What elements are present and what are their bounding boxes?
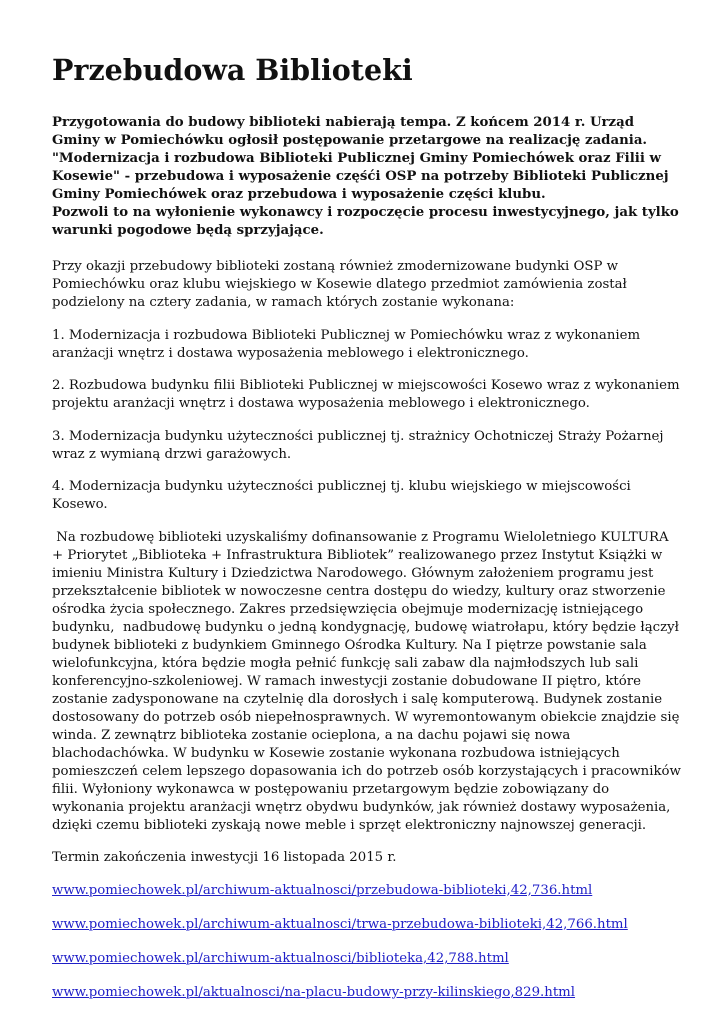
task-item: 2. Rozbudowa budynku filii Biblioteki Publicznej w miejscowości Kosewo wraz z wykonaniem projektu aranżacji wnętrz i dostawa wyposażenia meblowego i elektronicznego.	[52, 378, 680, 411]
article-link[interactable]: www.pomiechowek.pl/archiwum-aktualnosci/biblioteka,42,788.html	[52, 950, 509, 966]
task-item: 4. Modernizacja budynku użyteczności publicznej tj. klubu wiejskiego w miejscowości Kosewo.	[52, 479, 631, 512]
intro-paragraph: Przy okazji przebudowy biblioteki zostaną również zmodernizowane budynki OSP w Pomiechówku oraz klubu wiejskiego w Kosewie dlatego przedmiot zamówienia został podzielony na cztery zadania, w ramach których zostanie wykonana:	[52, 259, 627, 310]
funding-paragraph: Na rozbudowę biblioteki uzyskaliśmy dofinansowanie z Programu Wieloletniego KULTURA + Priorytet „Biblioteka + Infrastruktura Bibliotek” realizowanego przez Instytut Książki w imieniu Ministra Kultury i Dziedzictwa Narodowego. Głównym założeniem programu jest przekształcenie bibliotek w nowoczesne centra dostępu do wiedzy, kultury oraz stworzenie ośrodka życia społecznego. Zakres przedsięwzięcia obejmuje modernizację istniejącego budynku, nadbudowę budynku o jedną kondygnację, budowę wiatrołapu, który będzie łączył budynek biblioteki z budynkiem Gminnego Ośrodka Kultury. Na I piętrze powstanie sala wielofunkcyjna, która będzie mogła pełnić funkcję sali zabaw dla najmłodszych lub sali konferencyjno-szkoleniowej. W ramach inwestycji zostanie dobudowane II piętro, które zostanie zadysponowane na czytelnię dla dorosłych i salę komputerową. Budynek zostanie dostosowany do potrzeb osób niepełnosprawnych. W wyremontowanym obiekcie znajdzie się winda. Z zewnątrz biblioteka zostanie ocieplona, a na dachu pojawi się nowa blachodachówka. W budynku w Kosewie zostanie wykonana rozbudowa istniejących pomieszczeń celem lepszego dopasowania ich do potrzeb osób korzystających i pracowników filii. Wyłoniony wykonawca w postępowaniu przetargowym będzie zobowiązany do wykonania projektu aranżacji wnętrz obydwu budynków, jak również dostawy wyposażenia, dzięki czemu biblioteki zyskają nowe meble i sprzęt elektroniczny najnowszej generacji.	[52, 529, 686, 833]
page-title: Przebudowa Biblioteki	[52, 53, 413, 87]
lead-section	[52, 114, 682, 240]
links-section	[52, 882, 682, 1003]
article-link[interactable]: www.pomiechowek.pl/archiwum-aktualnosci/trwa-przebudowa-biblioteki,42,766.html	[52, 916, 628, 932]
task-item: 1. Modernizacja i rozbudowa Biblioteki Publicznej w Pomiechówku wraz z wykonaniem aranżacji wnętrz i dostawa wyposażenia meblowego i elektronicznego.	[52, 327, 641, 361]
lead-paragraph: Przygotowania do budowy biblioteki nabierają tempa. Z końcem 2014 r. Urząd Gminy w Pomiechówku ogłosił postępowanie przetargowe na realizację zadania. "Modernizacja i rozbudowa Biblioteki Publicznej Gminy Pomiechówek oraz Filii w Kosewie" - przebudowa i wyposażenie częśći OSP na potrzeby Biblioteki Publicznej Gminy Pomiechówek oraz przebudowa i wyposażenie części klubu.	[52, 115, 669, 202]
article-link[interactable]: www.pomiechowek.pl/archiwum-aktualnosci/przebudowa-biblioteki,42,736.html	[52, 882, 593, 898]
article-body	[52, 258, 686, 867]
deadline-paragraph: Termin zakończenia inwestycji 16 listopada 2015 r.	[52, 850, 397, 865]
document-page	[52, 50, 686, 1018]
task-item: 3. Modernizacja budynku użyteczności publicznej tj. strażnicy Ochotniczej Straży Pożarnej wraz z wymianą drzwi garażowych.	[52, 428, 664, 462]
article-link[interactable]: www.pomiechowek.pl/aktualnosci/na-placu-budowy-przy-kilinskiego,829.html	[52, 985, 576, 1001]
lead-paragraph: Pozwoli to na wyłonienie wykonawcy i rozpoczęcie procesu inwestycyjnego, jak tylko warunki pogodowe będą sprzyjające.	[52, 205, 679, 238]
